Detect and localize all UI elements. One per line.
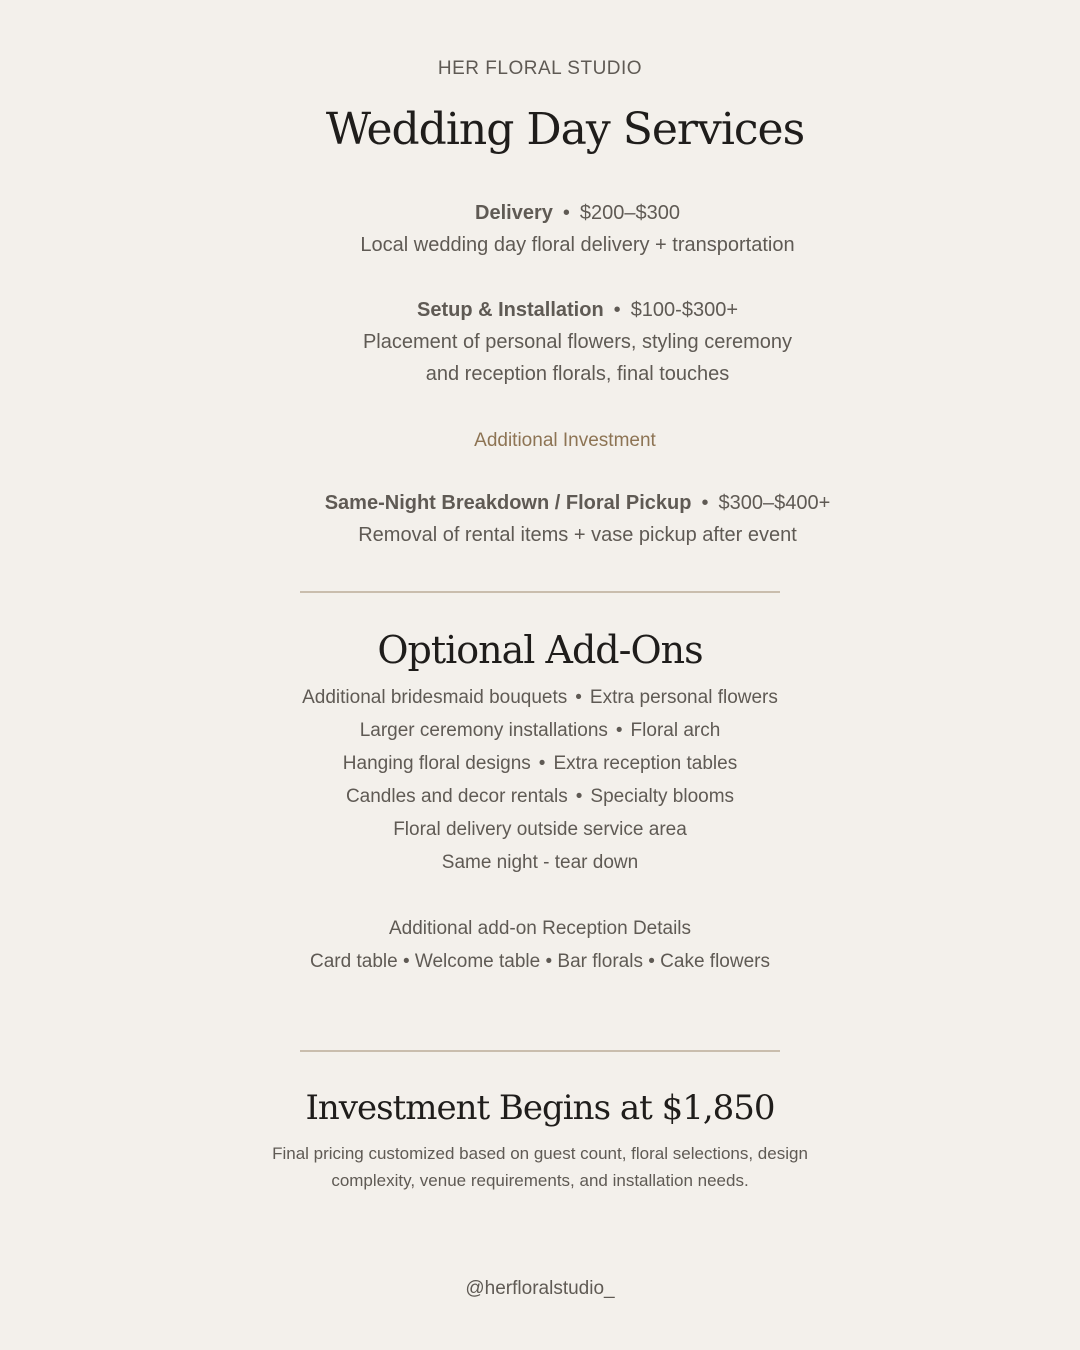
service-name: Delivery <box>475 202 553 224</box>
social-handle: @herfloralstudio_ <box>465 1278 615 1299</box>
pricing-note-line: complexity, venue requirements, and installation needs. <box>331 1171 749 1190</box>
addon-item: Same night - tear down <box>441 852 639 873</box>
addon-item: Floral delivery outside service area <box>393 819 687 840</box>
section-divider <box>300 591 780 593</box>
service-price: $200–$300 <box>579 202 680 224</box>
service-breakdown <box>0 487 1080 551</box>
bullet-separator: • <box>701 492 709 514</box>
addons-row <box>0 780 1080 813</box>
reception-title: Additional add-on Reception Details <box>388 918 692 939</box>
addon-item: Larger ceremony installations <box>359 720 608 741</box>
pricing-note-line: Final pricing customized based on guest count, floral selections, design <box>272 1144 808 1163</box>
addon-item: Extra personal flowers <box>589 687 778 708</box>
addons-row <box>0 747 1080 780</box>
service-delivery <box>0 197 1080 261</box>
addons-list <box>0 681 1080 879</box>
page-title: Wedding Day Services <box>325 104 805 155</box>
service-price: $300–$400+ <box>718 492 831 514</box>
addon-item: Hanging floral designs <box>342 753 531 774</box>
addons-row <box>0 681 1080 714</box>
addons-row <box>0 813 1080 846</box>
service-name: Same-Night Breakdown / Floral Pickup <box>324 492 692 514</box>
service-description-line: Placement of personal flowers, styling ceremony <box>362 331 793 353</box>
service-name: Setup & Installation <box>416 299 604 321</box>
bullet-separator: • <box>615 720 623 741</box>
pricing-note <box>0 1140 1080 1194</box>
bullet-separator: • <box>575 687 582 708</box>
investment-title: Investment Begins at $1,850 <box>305 1088 775 1128</box>
section-divider <box>300 1050 780 1052</box>
bullet-separator: • <box>538 753 546 774</box>
addons-row <box>0 714 1080 747</box>
addon-item: Floral arch <box>630 720 721 741</box>
addon-item: Additional bridesmaid bouquets <box>302 687 568 708</box>
service-description-line: and reception florals, final touches <box>425 363 730 385</box>
additional-investment-label: Additional Investment <box>474 430 656 451</box>
bullet-separator: • <box>575 786 583 807</box>
service-setup <box>0 294 1080 390</box>
addon-item: Extra reception tables <box>553 753 738 774</box>
addon-item: Specialty blooms <box>590 786 735 807</box>
brand-name: HER FLORAL STUDIO <box>437 58 643 79</box>
addons-title: Optional Add-Ons <box>377 628 703 672</box>
addons-row <box>0 846 1080 879</box>
addon-item: Candles and decor rentals <box>345 786 568 807</box>
service-description: Local wedding day floral delivery + transportation <box>360 234 795 256</box>
bullet-separator: • <box>613 299 621 321</box>
service-price: $100-$300+ <box>630 299 739 321</box>
bullet-separator: • <box>562 202 570 224</box>
service-description: Removal of rental items + vase pickup after event <box>358 524 797 546</box>
reception-details <box>0 912 1080 978</box>
reception-items: Card table • Welcome table • Bar florals • Cake flowers <box>310 951 770 972</box>
